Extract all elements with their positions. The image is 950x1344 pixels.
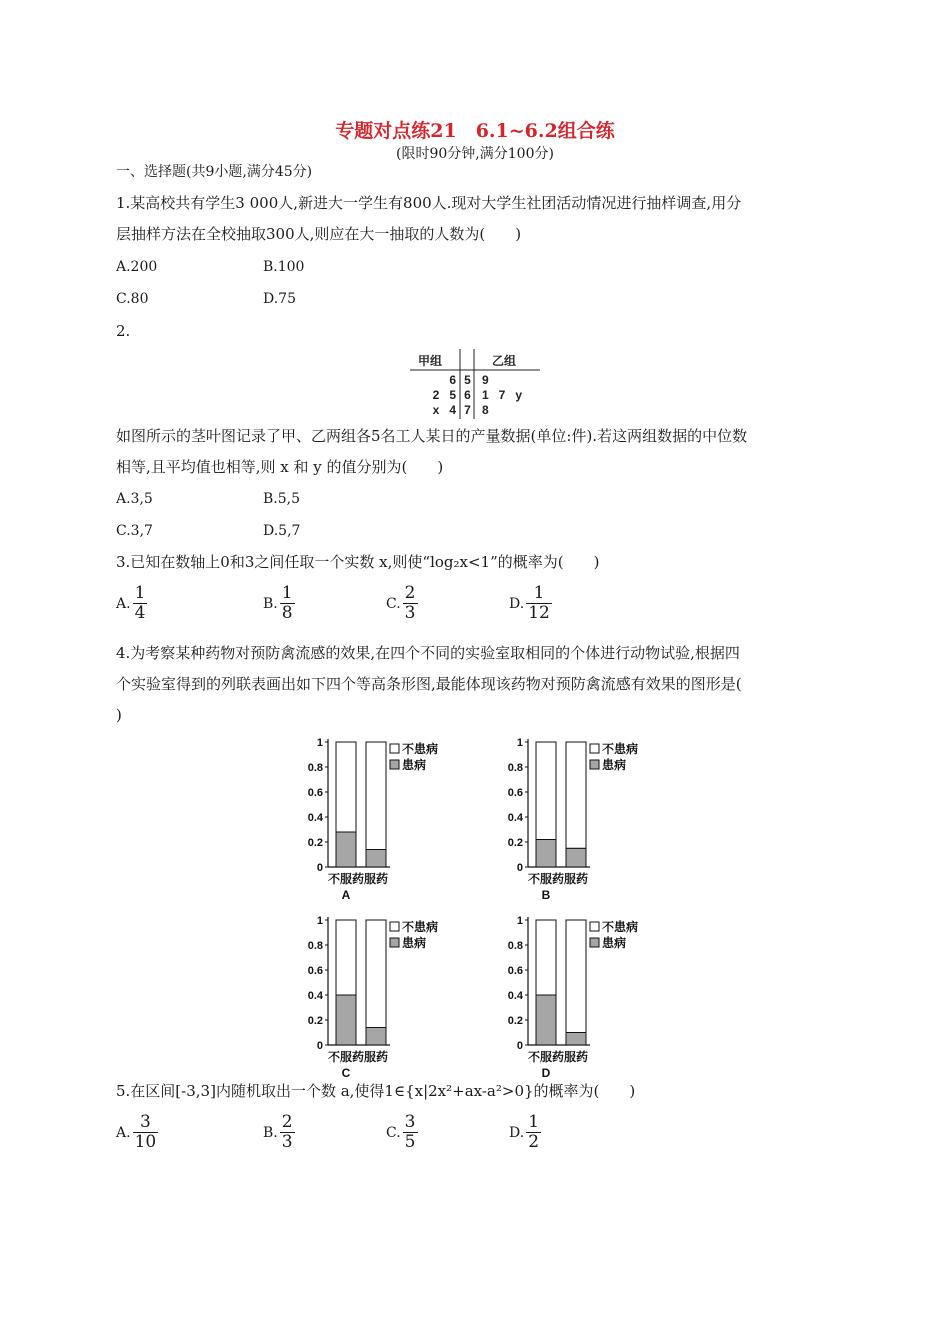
chart-b-ytick-label-5: 1 [516, 737, 523, 749]
chart-a-bar-1-healthy [336, 742, 356, 832]
stem-leaf-right-header: 乙组 [492, 354, 517, 368]
q1-option-a: A.200 [116, 259, 158, 275]
q5-option-c-label: C. [386, 1124, 401, 1141]
q3-d-den: 12 [528, 603, 550, 623]
stem-leaf-row1-stem: 5 [464, 373, 471, 387]
chart-c-category-label-1: 不服药 [327, 1050, 365, 1064]
chart-d-legend-swatch-1 [590, 922, 599, 931]
q5-a-den: 10 [134, 1132, 157, 1152]
q5-text: 5.在区间[-3,3]内随机取出一个数 a,使得1∈{x|2x²+ax-a²>0}的概率为( ) [116, 1082, 636, 1100]
q5-a-num: 3 [139, 1112, 151, 1132]
q2-line2: 相等,且平均值也相等,则 x 和 y 的值分别为( ) [116, 458, 444, 476]
q1-line1: 1.某高校共有学生3 000人,新进大一学生有800人.现对大学生社团活动情况进行抽样调查,用分 [116, 194, 742, 212]
chart-b-bar-1-healthy [536, 742, 556, 840]
chart-a-legend-label-1: 不患病 [402, 742, 439, 756]
chart-b-bar-1-sick [536, 840, 556, 868]
chart-d-bar-1-sick [536, 995, 556, 1045]
chart-c-legend-swatch-1 [390, 922, 399, 931]
chart-c-legend-label-1: 不患病 [402, 920, 439, 934]
chart-a-ytick-label-4: 0.8 [307, 762, 323, 774]
stem-leaf-left-header: 甲组 [418, 354, 443, 368]
chart-b-legend-swatch-1 [590, 744, 599, 753]
q3-c-num: 2 [404, 583, 416, 603]
stem-leaf-row2-stem: 6 [464, 388, 471, 402]
q5-c-num: 3 [404, 1112, 416, 1132]
stem-leaf-row2-right: 1 7 y [482, 388, 523, 402]
chart-d-legend-label-1: 不患病 [602, 920, 639, 934]
q5-option-b-fraction [280, 1113, 295, 1152]
q3-d-num: 1 [533, 583, 545, 603]
q3-c-den: 3 [404, 603, 416, 623]
q4-line2: 个实验室得到的列联表画出如下四个等高条形图,最能体现该药物对预防禽流感有效果的图形是( [116, 675, 742, 693]
chart-d-ytick-label-4: 0.8 [507, 940, 523, 952]
chart-d-legend-swatch-2 [590, 938, 599, 947]
chart-d-bar-2-sick [566, 1033, 586, 1046]
chart-b-panel-label: B [541, 888, 551, 902]
q5-option-d [509, 1113, 541, 1152]
q1-option-d: D.75 [263, 291, 296, 307]
chart-d-legend-label-2: 患病 [602, 936, 627, 950]
q5-option-a-fraction [133, 1113, 159, 1152]
q5-c-den: 5 [404, 1132, 416, 1152]
chart-a-ytick-label-2: 0.4 [307, 812, 323, 824]
chart-b-category-label-1: 不服药 [527, 872, 565, 886]
chart-c-legend-swatch-2 [390, 938, 399, 947]
chart-d-bar-2-healthy [566, 920, 586, 1033]
page-subtitle: (限时90分钟,满分100分) [396, 146, 554, 162]
chart-c-bar-1-sick [336, 995, 356, 1045]
q5-b-den: 3 [281, 1132, 293, 1152]
chart-b-ytick-label-1: 0.2 [507, 837, 523, 849]
q5-option-a [116, 1113, 158, 1152]
chart-d-category-label-1: 不服药 [527, 1050, 565, 1064]
chart-a-legend-swatch-1 [390, 744, 399, 753]
chart-a-ytick-label-5: 1 [316, 737, 323, 749]
q5-d-den: 2 [528, 1132, 540, 1152]
q2-option-a: A.3,5 [116, 491, 153, 507]
chart-c-ytick-label-0: 0 [316, 1040, 323, 1052]
q4-line3: ) [116, 706, 122, 724]
q5-d-num: 1 [528, 1112, 540, 1132]
q5-option-c-fraction [403, 1113, 418, 1152]
chart-c-ytick-label-5: 1 [316, 915, 323, 927]
chart-a-bar-1-sick [336, 832, 356, 867]
q2-option-d: D.5,7 [263, 523, 301, 539]
chart-a-bar-2-healthy [366, 742, 386, 850]
stem-leaf-row1-right: 9 [482, 373, 489, 387]
chart-b-bar-2-sick [566, 848, 586, 867]
q1-line2: 层抽样方法在全校抽取300人,则应在大一抽取的人数为( ) [116, 225, 522, 243]
q5-option-a-label: A. [116, 1124, 131, 1141]
chart-b-ytick-label-3: 0.6 [507, 787, 523, 799]
chart-c-bar-1-healthy [336, 920, 356, 995]
chart-c-ytick-label-1: 0.2 [307, 1015, 323, 1027]
chart-b-bar-2-healthy [566, 742, 586, 848]
chart-c-ytick-label-3: 0.6 [307, 965, 323, 977]
stem-leaf-row3-left: x 4 [432, 403, 456, 417]
chart-c-bar-2-healthy [366, 920, 386, 1028]
chart-d-panel-label: D [541, 1066, 551, 1080]
chart-d-category-label-2: 服药 [563, 1050, 589, 1064]
chart-a-ytick-label-3: 0.6 [307, 787, 323, 799]
q5-option-d-fraction [526, 1113, 541, 1152]
chart-b-category-label-2: 服药 [563, 872, 589, 886]
chart-d-ytick-label-1: 0.2 [507, 1015, 523, 1027]
chart-c-panel-label: C [341, 1066, 351, 1080]
q3-option-c-label: C. [386, 595, 401, 612]
q5-option-c [386, 1113, 418, 1152]
chart-a-category-label-2: 服药 [363, 872, 389, 886]
stem-leaf-row1-left: 6 [449, 373, 456, 387]
page-title: 专题对点练21 6.1~6.2组合练 [335, 120, 615, 142]
q3-option-b-label: B. [263, 595, 278, 612]
q3-option-d-label: D. [509, 595, 525, 612]
q1-option-b: B.100 [263, 259, 305, 275]
chart-a-bar-2-sick [366, 850, 386, 868]
chart-a-legend-label-2: 患病 [402, 758, 427, 772]
q3-a-num: 1 [134, 583, 146, 603]
chart-b-ytick-label-4: 0.8 [507, 762, 523, 774]
q3-b-num: 1 [281, 583, 293, 603]
stem-leaf-row3-right: 8 [482, 403, 489, 417]
q2-line1: 如图所示的茎叶图记录了甲、乙两组各5名工人某日的产量数据(单位:件).若这两组数据的中位数 [116, 427, 748, 445]
q3-text: 3.已知在数轴上0和3之间任取一个实数 x,则使“log₂x<1”的概率为( ) [116, 553, 600, 571]
q2-option-b: B.5,5 [263, 491, 301, 507]
chart-c-legend-label-2: 患病 [402, 936, 427, 950]
chart-c-ytick-label-4: 0.8 [307, 940, 323, 952]
chart-d-ytick-label-3: 0.6 [507, 965, 523, 977]
chart-d-bar-1-healthy [536, 920, 556, 995]
stem-leaf-row2-left: 2 5 [432, 388, 456, 402]
chart-b-ytick-label-2: 0.4 [507, 812, 523, 824]
chart-b-legend-swatch-2 [590, 760, 599, 769]
chart-a-ytick-label-0: 0 [316, 862, 323, 874]
q5-option-b [263, 1113, 295, 1152]
q2-option-c: C.3,7 [116, 523, 153, 539]
q3-a-den: 4 [134, 603, 146, 623]
chart-c-ytick-label-2: 0.4 [307, 990, 323, 1002]
chart-d-ytick-label-0: 0 [516, 1040, 523, 1052]
q5-option-b-label: B. [263, 1124, 278, 1141]
chart-c-category-label-2: 服药 [363, 1050, 389, 1064]
chart-b-legend-label-2: 患病 [602, 758, 627, 772]
chart-c-bar-2-sick [366, 1028, 386, 1046]
q2-number: 2. [116, 322, 131, 340]
stem-leaf-row3-stem: 7 [464, 403, 471, 417]
chart-a-category-label-1: 不服药 [327, 872, 365, 886]
q3-b-den: 8 [281, 603, 293, 623]
q4-line1: 4.为考察某种药物对预防禽流感的效果,在四个不同的实验室取相同的个体进行动物试验,根据四 [116, 644, 740, 662]
q5-option-d-label: D. [509, 1124, 525, 1141]
q3-option-a-label: A. [116, 595, 131, 612]
chart-d-ytick-label-5: 1 [516, 915, 523, 927]
chart-a-legend-swatch-2 [390, 760, 399, 769]
chart-a-ytick-label-1: 0.2 [307, 837, 323, 849]
q1-option-c: C.80 [116, 291, 149, 307]
chart-a-panel-label: A [341, 888, 351, 902]
section-heading: 一、选择题(共9小题,满分45分) [116, 164, 313, 180]
chart-b-legend-label-1: 不患病 [602, 742, 639, 756]
chart-d-ytick-label-2: 0.4 [507, 990, 523, 1002]
chart-b-ytick-label-0: 0 [516, 862, 523, 874]
q5-b-num: 2 [281, 1112, 293, 1132]
